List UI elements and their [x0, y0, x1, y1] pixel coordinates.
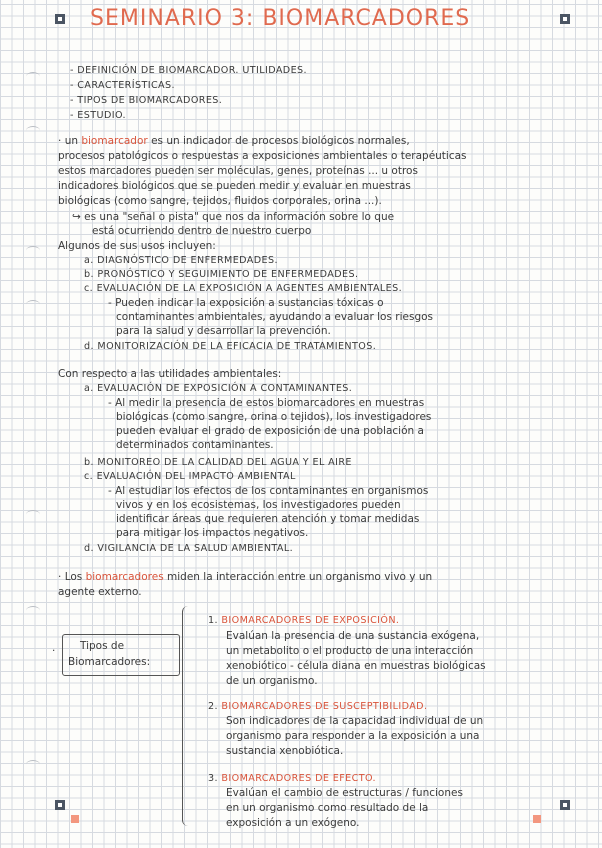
uses-detail: contaminantes ambientales, ayudando a evaluar los riesgos: [116, 311, 434, 323]
uses-item: b. PRONÓSTICO Y SEGUIMIENTO DE ENFERMEDADES.: [84, 269, 359, 280]
binder-hole: [26, 126, 40, 135]
uses-item: c. EVALUACIÓN DE LA EXPOSICIÓN A AGENTES AMBIENTALES.: [84, 283, 403, 294]
definition-arrow-note: ↪ es una "señal o pista" que nos da información sobre lo que: [72, 211, 395, 223]
type-description: xenobiótico - célula diana en muestras biológicas: [226, 660, 486, 672]
environmental-intro: Con respecto a las utilidades ambientales:: [58, 368, 282, 380]
binder-hole: [26, 510, 40, 519]
interaction-line: [58, 571, 432, 584]
type-heading: [208, 700, 427, 713]
environmental-item: d. VIGILANCIA DE LA SALUD AMBIENTAL.: [84, 543, 294, 554]
type-number: 1.: [208, 615, 218, 626]
uses-intro: Algunos de sus usos incluyen:: [58, 240, 216, 252]
definition-line: biológicas (como sangre, tejidos, fluidos corporales, orina ...).: [58, 195, 382, 207]
binder-hole: [26, 760, 40, 769]
type-description: exposición a un exógeno.: [226, 817, 360, 829]
corner-marker-top-left: [55, 14, 65, 24]
interaction-term: biomarcadores: [85, 571, 164, 583]
definition-arrow-note: está ocurriendo dentro de nuestro cuerpo: [92, 225, 312, 237]
types-label: Biomarcadores:: [68, 656, 151, 668]
types-label: Tipos de: [80, 640, 125, 652]
bullet: ·: [58, 571, 62, 583]
type-description: en un organismo como resultado de la: [226, 802, 429, 814]
uses-item: a. DIAGNÓSTICO DE ENFERMEDADES.: [84, 255, 278, 266]
types-brace: [182, 606, 193, 826]
type-description: Evalúan el cambio de estructuras / funciones: [226, 787, 463, 799]
binder-hole: [26, 300, 40, 309]
environmental-detail: pueden evaluar el grado de exposición de una población a: [116, 425, 424, 437]
corner-dot-bottom-left: [71, 815, 79, 823]
type-description: de un organismo.: [226, 675, 318, 687]
index-item: - DEFINICIÓN DE BIOMARCADOR. UTILIDADES.: [70, 65, 307, 76]
interaction-lead: Los: [64, 571, 83, 583]
uses-item: d. MONITORIZACIÓN DE LA EFICACIA DE TRATAMIENTOS.: [84, 341, 377, 352]
types-bullet: ·: [52, 645, 56, 657]
definition-lead: un: [64, 135, 78, 147]
type-number: 3.: [208, 773, 218, 784]
type-description: Evalúan la presencia de una sustancia exógena,: [226, 630, 480, 642]
page-title: SEMINARIO 3: BIOMARCADORES: [90, 6, 471, 31]
environmental-detail: biológicas (como sangre, orina o tejidos), los investigadores: [116, 411, 432, 423]
index-item: - TIPOS DE BIOMARCADORES.: [70, 95, 223, 106]
corner-marker-top-right: [560, 14, 570, 24]
type-heading: [208, 772, 376, 785]
environmental-item: a. EVALUACIÓN DE EXPOSICIÓN A CONTAMINANTES.: [84, 383, 353, 394]
corner-marker-bottom-left: [55, 800, 65, 810]
environmental-detail: - Al estudiar los efectos de los contaminantes en organismos: [108, 485, 429, 497]
type-description: Son indicadores de la capacidad individual de un: [226, 715, 484, 727]
interaction-line-2: agente externo.: [58, 586, 142, 598]
environmental-detail: para mitigar los impactos negativos.: [116, 527, 309, 539]
environmental-item: b. MONITOREO DE LA CALIDAD DEL AGUA Y EL AIRE: [84, 457, 352, 468]
uses-detail: para la salud y desarrollar la prevención.: [116, 325, 331, 337]
index-item: - ESTUDIO.: [70, 110, 126, 121]
corner-dot-bottom-right: [533, 815, 541, 823]
index-item: - CARACTERÍSTICAS.: [70, 80, 175, 91]
type-title: BIOMARCADORES DE SUSCEPTIBILIDAD.: [221, 701, 428, 712]
environmental-item: c. EVALUACIÓN DEL IMPACTO AMBIENTAL: [84, 471, 296, 482]
environmental-detail: vivos y en los ecosistemas, los investigadores pueden: [116, 499, 401, 511]
binder-hole: [26, 606, 40, 615]
binder-hole: [26, 72, 40, 81]
definition-line: [58, 135, 410, 148]
interaction-rest: miden la interacción entre un organismo vivo y un: [167, 571, 433, 583]
type-heading: [208, 614, 399, 627]
definition-line-rest: es un indicador de procesos biológicos normales,: [151, 135, 410, 147]
uses-detail: - Pueden indicar la exposición a sustancias tóxicas o: [108, 297, 384, 309]
definition-line: estos marcadores pueden ser moléculas, genes, proteínas ... u otros: [58, 165, 418, 177]
definition-line: indicadores biológicos que se pueden medir y evaluar en muestras: [58, 180, 411, 192]
type-description: un metabolito o el producto de una interacción: [226, 645, 474, 657]
type-description: sustancia xenobiótica.: [226, 745, 344, 757]
environmental-detail: identificar áreas que requieren atención y tomar medidas: [116, 513, 420, 525]
bullet: ·: [58, 135, 62, 147]
type-number: 2.: [208, 701, 218, 712]
binder-hole: [26, 246, 40, 255]
definition-term: biomarcador: [81, 135, 148, 147]
corner-marker-bottom-right: [560, 800, 570, 810]
type-title: BIOMARCADORES DE EFECTO.: [221, 773, 376, 784]
environmental-detail: determinados contaminantes.: [116, 439, 274, 451]
environmental-detail: - Al medir la presencia de estos biomarcadores en muestras: [108, 397, 425, 409]
type-description: organismo para responder a la exposición a una: [226, 730, 480, 742]
definition-line: procesos patológicos o respuestas a exposiciones ambientales o terapéuticas: [58, 150, 467, 162]
type-title: BIOMARCADORES DE EXPOSICIÓN.: [221, 615, 400, 626]
